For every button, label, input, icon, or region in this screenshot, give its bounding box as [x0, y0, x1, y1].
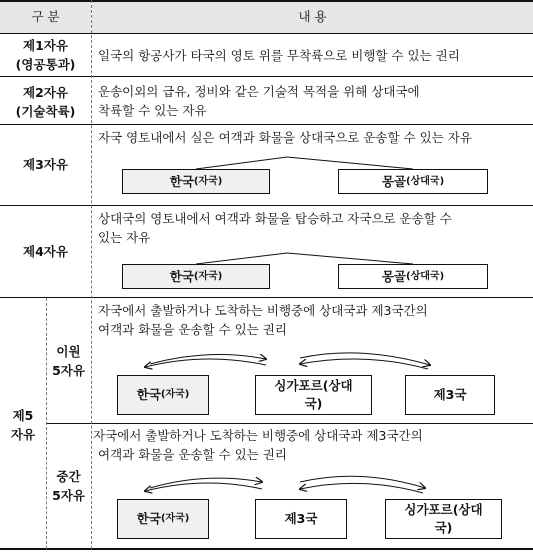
intermediate-fifth-description-line1: 자국에서 출발하거나 도착하는 비행중에 상대국과 제3국간의	[93, 428, 423, 443]
header-category: 구 분	[31, 9, 60, 24]
freedom3-description: 자국 영토내에서 실은 여객과 화물을 상대국으로 운송할 수 있는 자유	[98, 130, 472, 145]
intermediate-fifth-title: 중간	[56, 469, 81, 484]
korea-home-box: 한국 (자국)	[117, 499, 209, 539]
freedom2-description-line2: 착륙할 수 있는 자유	[98, 103, 207, 118]
singapore-partner-box: 싱가포르(상대 국)	[385, 499, 502, 539]
intermediate-fifth-subtitle: 5자유	[52, 488, 85, 503]
singapore-partner-box: 싱가포르(상대 국)	[255, 375, 372, 415]
korea-home-box: 한국 (자국)	[122, 169, 270, 194]
third-country-box: 제3국	[405, 375, 495, 415]
freedom4-description-line2: 있는 자유	[98, 230, 151, 245]
route-line	[196, 253, 413, 264]
arrow-singapore-to-third	[300, 483, 423, 493]
freedom2-description-line1: 운송이외의 급유, 정비와 같은 기술적 목적을 위해 상대국에	[98, 84, 420, 99]
third-country-box: 제3국	[255, 499, 347, 539]
beyond-fifth-description-line1: 자국에서 출발하거나 도착하는 비행중에 상대국과 제3국간의	[98, 303, 428, 318]
header-content: 내 용	[298, 9, 327, 24]
korea-home-box: 한국 (자국)	[122, 264, 270, 289]
freedom1-description: 일국의 항공사가 타국의 영토 위를 무착륙으로 비행할 수 있는 권리	[98, 48, 460, 63]
arrow-third-to-korea	[145, 483, 262, 491]
freedom3-title: 제3자유	[23, 157, 68, 172]
freedom5-subtitle: 자유	[10, 427, 36, 442]
arrow-third-to-singapore	[300, 359, 428, 369]
mongolia-partner-box: 몽골 (상대국)	[338, 169, 488, 194]
beyond-fifth-description-line2: 여객과 화물을 운송할 수 있는 권리	[98, 322, 287, 337]
freedom4-description-line1: 상대국의 영토내에서 여객과 화물을 탑승하고 자국으로 운송할 수	[98, 211, 452, 226]
freedom4-title: 제4자유	[23, 244, 68, 259]
freedom1-subtitle: (영공통과)	[15, 57, 76, 72]
freedom5-title: 제5	[12, 408, 34, 423]
mongolia-partner-box: 몽골 (상대국)	[338, 264, 488, 289]
route-line	[196, 157, 413, 169]
beyond-fifth-title: 이원	[56, 344, 81, 359]
arrow-singapore-to-korea	[145, 359, 266, 367]
beyond-fifth-subtitle: 5자유	[52, 363, 85, 378]
intermediate-fifth-description-line2: 여객과 화물을 운송할 수 있는 권리	[98, 447, 287, 462]
freedom2-subtitle: (기술착륙)	[15, 104, 76, 119]
freedom1-title: 제1자유	[23, 38, 68, 53]
korea-home-box: 한국 (자국)	[117, 375, 209, 415]
freedom2-title: 제2자유	[23, 85, 68, 100]
